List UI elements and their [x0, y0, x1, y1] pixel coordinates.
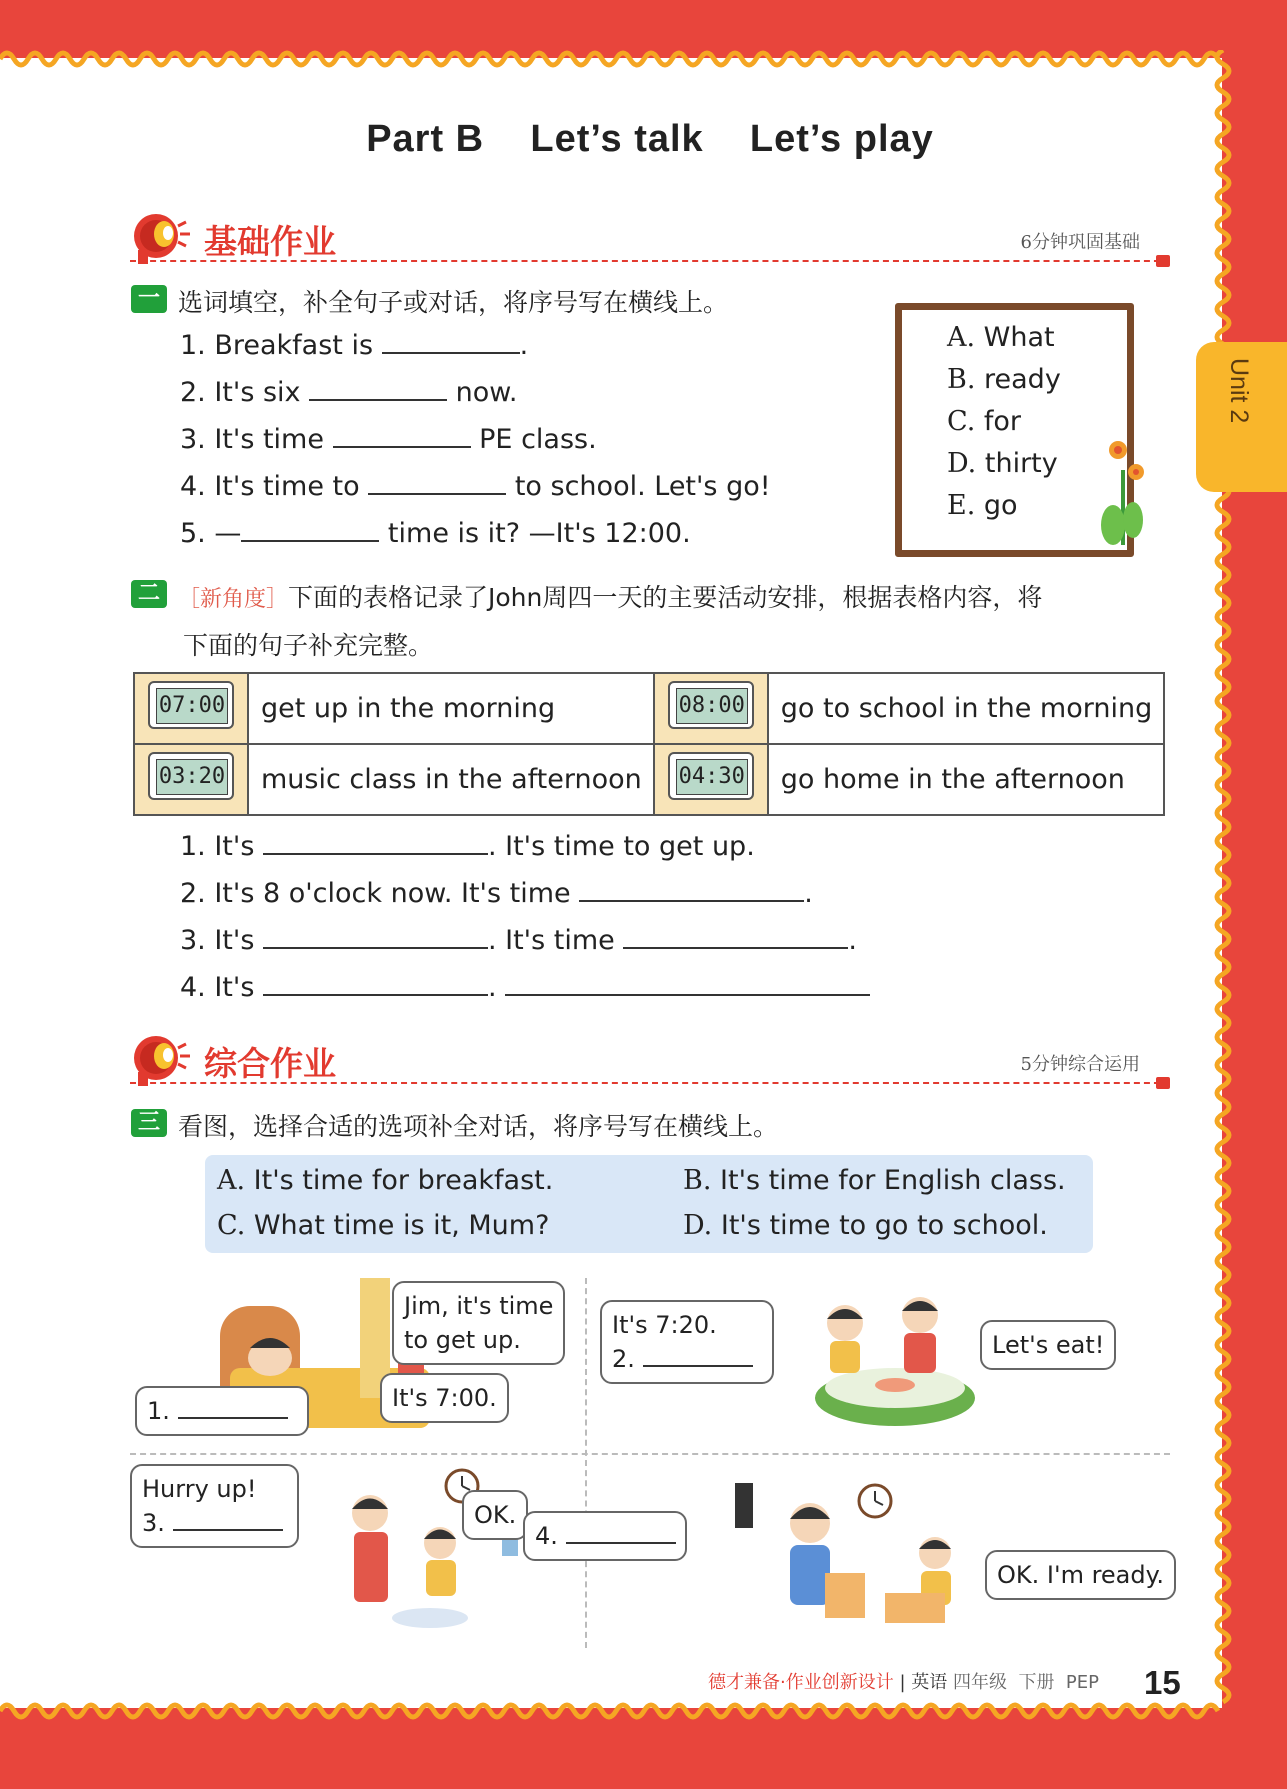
answer-blank[interactable] [566, 1536, 676, 1544]
section-divider [130, 1082, 1170, 1084]
unit-tab [1196, 342, 1287, 492]
speech-bubble-lets-eat: Let's eat! [980, 1320, 1116, 1370]
picture-panels [130, 1278, 1170, 1648]
digital-clock-icon [668, 681, 754, 729]
section-basic-header [130, 206, 1170, 266]
digital-clock-icon [148, 681, 234, 729]
q2-item-4 [180, 972, 870, 1003]
answer-blank[interactable] [263, 941, 488, 949]
word-option-c: C. for [947, 406, 1021, 437]
answer-blank[interactable] [309, 393, 447, 401]
q1-item-1 [180, 330, 528, 361]
answer-blank[interactable] [333, 440, 471, 448]
q2-item-text: . [804, 878, 813, 909]
q1-item-2 [180, 377, 518, 408]
word-option-d: D. thirty [947, 448, 1058, 479]
right-wave-border [1208, 50, 1238, 1720]
speech-bubble-im-ready: OK. I'm ready. [985, 1550, 1176, 1600]
clock-time: 04:30 [676, 759, 748, 795]
section-comprehensive-subtitle: 5分钟综合运用 [1020, 1054, 1140, 1075]
bottom-wave-border [0, 1696, 1240, 1726]
speech-bubble-ok: OK. [462, 1490, 528, 1540]
q1-item-text: . [519, 330, 529, 361]
footer-subject: 英语 [911, 1672, 948, 1693]
divider-end [1156, 1077, 1170, 1089]
q1-item-text: 2. It's six [180, 377, 310, 408]
word-option-e: E. go [947, 490, 1018, 521]
megaphone-icon [130, 1028, 194, 1088]
question-number-2: 二 [131, 580, 167, 608]
section-basic-label: 基础作业 [204, 222, 336, 261]
activity-cell: go to school in the morning [768, 673, 1164, 744]
option-a: A. It's time for breakfast. [217, 1165, 554, 1196]
page-number: 15 [1144, 1664, 1181, 1701]
footer-separator: | [899, 1672, 906, 1693]
activity-cell: go home in the afternoon [768, 744, 1164, 815]
answer-blank[interactable] [241, 534, 379, 542]
q2-item-text: . [848, 925, 857, 956]
digital-clock-icon [148, 752, 234, 800]
footer [708, 1668, 1099, 1694]
question-2-instruction [178, 578, 1042, 614]
breakfast-scene-illustration [800, 1293, 980, 1438]
q2-item-1 [180, 831, 755, 862]
option-b: B. It's time for English class. [683, 1165, 1066, 1196]
q2-item-text: 3. It's [180, 925, 263, 956]
q1-item-text: 5. — [180, 518, 242, 549]
footer-brand: 德才兼备·作业创新设计 [708, 1672, 894, 1693]
q1-item-4 [180, 471, 771, 502]
activity-cell: music class in the afternoon [248, 744, 654, 815]
classroom-scene-illustration [735, 1483, 985, 1648]
answer-blank[interactable] [263, 988, 488, 996]
section-divider [130, 260, 1170, 262]
question-3-instruction: 看图，选择合适的选项补全对话，将序号写在横线上。 [178, 1112, 779, 1141]
answer-blank[interactable] [579, 894, 804, 902]
new-angle-tag: ［新角度］ [178, 587, 289, 612]
clock-time: 03:20 [156, 759, 228, 795]
top-wave-border [0, 44, 1240, 74]
clock-cell [134, 673, 248, 744]
clock-cell [654, 673, 768, 744]
answer-blank[interactable] [178, 1411, 288, 1419]
word-option-a: A. What [947, 322, 1055, 353]
flower-icon [1098, 430, 1148, 550]
page-title: Part B Let’s talk Let’s play [366, 118, 934, 160]
section-comprehensive-label: 综合作业 [204, 1044, 336, 1083]
megaphone-icon [130, 206, 194, 266]
clock-time: 07:00 [156, 688, 228, 724]
word-option-b: B. ready [947, 364, 1061, 395]
answer-bubble-4: 4. [523, 1511, 687, 1561]
speech-bubble-mum: Jim, it's time to get up. [392, 1281, 565, 1365]
q2-item-text: 4. It's [180, 972, 263, 1003]
question-number-1: 一 [131, 285, 167, 313]
q2-item-text: . It's time [487, 925, 624, 956]
q1-item-text: 3. It's time [180, 424, 333, 455]
answer-blank[interactable] [643, 1359, 753, 1367]
answer-blank[interactable] [623, 941, 848, 949]
question-1-instruction: 选词填空，补全句子或对话，将序号写在横线上。 [178, 288, 729, 317]
activity-cell: get up in the morning [248, 673, 654, 744]
speech-bubble-hurry-up: Hurry up! 3. [130, 1464, 299, 1548]
speech-bubble-time: It's 7:00. [380, 1373, 509, 1423]
q2-instruction-line1: 下面的表格记录了John周四一天的主要活动安排，根据表格内容，将 [288, 583, 1043, 612]
q1-item-3 [180, 424, 597, 455]
answer-blank[interactable] [173, 1523, 283, 1531]
unit-tab-label: Unit 2 [1225, 358, 1253, 424]
clock-cell [134, 744, 248, 815]
divider-end [1156, 255, 1170, 267]
q1-item-5 [180, 518, 691, 549]
q2-item-text: 1. It's [180, 831, 263, 862]
digital-clock-icon [668, 752, 754, 800]
q1-item-text: to school. Let's go! [506, 471, 771, 502]
answer-blank[interactable] [368, 487, 506, 495]
table-row [134, 744, 1164, 815]
panel-divider [130, 1453, 1170, 1455]
clock-cell [654, 744, 768, 815]
option-c: C. What time is it, Mum? [217, 1210, 550, 1241]
section-comprehensive-header [130, 1028, 1170, 1088]
section-basic-subtitle: 6分钟巩固基础 [1020, 232, 1140, 253]
options-box [205, 1155, 1093, 1253]
speech-bubble-time-720: It's 7:20. 2. [600, 1300, 774, 1384]
option-d: D. It's time to go to school. [683, 1210, 1048, 1241]
q1-item-text: 1. Breakfast is [180, 330, 382, 361]
q2-item-text: 2. It's 8 o'clock now. It's time [180, 878, 580, 909]
question-2-instruction-line2: 下面的句子补充完整。 [183, 631, 434, 660]
answer-blank[interactable] [505, 988, 870, 996]
q2-item-text: . [487, 972, 506, 1003]
q1-item-text: 4. It's time to [180, 471, 369, 502]
q1-item-text: time is it? —It's 12:00. [379, 518, 691, 549]
schedule-table [133, 672, 1165, 816]
clock-time: 08:00 [676, 688, 748, 724]
answer-blank[interactable] [382, 346, 520, 354]
q2-item-text: . It's time to get up. [487, 831, 755, 862]
answer-blank[interactable] [263, 847, 488, 855]
q2-item-3 [180, 925, 857, 956]
panel-divider [585, 1278, 587, 1648]
q1-item-text: now. [447, 377, 518, 408]
q2-item-2 [180, 878, 813, 909]
answer-bubble-1: 1. [135, 1386, 309, 1436]
footer-grade: 四年级 下册 PEP [953, 1672, 1099, 1693]
q1-item-text: PE class. [470, 424, 597, 455]
table-row [134, 673, 1164, 744]
question-number-3: 三 [131, 1109, 167, 1137]
